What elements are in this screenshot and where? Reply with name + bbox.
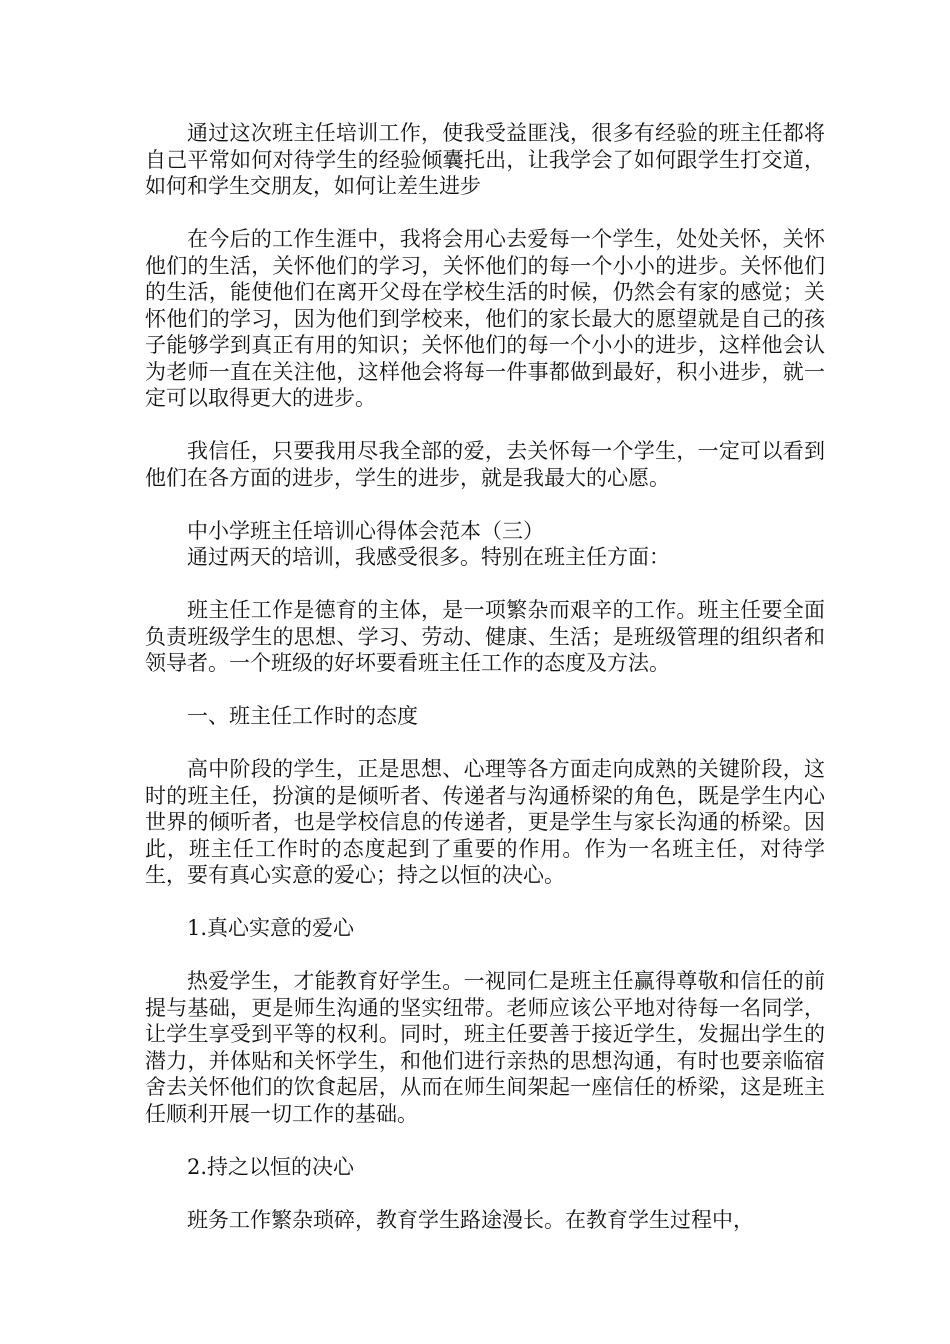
paragraph-intro: 通过两天的培训，我感受很多。特别在班主任方面： (187, 545, 670, 569)
paragraph-love-students: 热爱学生，才能教育好学生。一视同仁是班主任赢得尊敬和信任的前提与基础，更是师生沟通的坚实纽带。老师应该公平地对待每一名同学，让学生享受到平等的权利。同时，班主任要善于接近学生，发掘出学生的潜力，并体贴和关怀学生，和他们进行亲热的思想沟通，有时也要亲临宿舍去关怀他们的饮食起居，从而在师生间架起一座信任的桥梁，这是班主任顺利开展一切工作的基础。 (145, 969, 825, 1126)
paragraph-belief: 我信任，只要我用尽我全部的爱，去关怀每一个学生，一定可以看到他们在各方面的进步，学生的进步，就是我最大的心愿。 (145, 439, 825, 490)
paragraph-training-benefit: 通过这次班主任培训工作，使我受益匪浅，很多有经验的班主任都将自己平常如何对待学生的经验倾囊托出，让我学会了如何跟学生打交道，如何和学生交朋友，如何让差生进步 (145, 121, 825, 198)
section-title: 中小学班主任培训心得体会范本（三） (187, 518, 544, 543)
heading-perseverance: 2.持之以恒的决心 (187, 1154, 355, 1179)
heading-attitude: 一、班主任工作时的态度 (187, 704, 418, 728)
document-body (145, 120, 825, 1233)
heading-sincere-love: 1.真心实意的爱心 (187, 916, 355, 940)
paragraph-work-nature: 班主任工作是德育的主体，是一项繁杂而艰辛的工作。班主任要全面负责班级学生的思想、学习、劳动、健康、生活；是班级管理的组织者和领导者。一个班级的好坏要看班主任工作的态度及方法。 (145, 598, 825, 675)
paragraph-future-care: 在今后的工作生涯中，我将会用心去爱每一个学生，处处关怀，关怀他们的生活，关怀他们的学习，关怀他们的每一个小小的进步。关怀他们的生活，能使他们在离开父母在学校生活的时候，仍然会有家的感觉；关怀他们的学习，因为他们到学校来，他们的家长最大的愿望就是自己的孩子能够学到真正有用的知识；关怀他们的每一个小小的进步，这样他会认为老师一直在关注他，这样他会将每一件事都做到最好，积小进步，就一定可以取得更大的进步。 (145, 227, 825, 410)
paragraph-high-school-students: 高中阶段的学生，正是思想、心理等各方面走向成熟的关键阶段，这时的班主任，扮演的是倾听者、传递者与沟通桥梁的角色，既是学生内心世界的倾听者，也是学校信息的传递者，更是学生与家长沟通的桥梁。因此，班主任工作时的态度起到了重要的作用。作为一名班主任，对待学生，要有真心实意的爱心；持之以恒的决心。 (145, 757, 825, 887)
paragraph-class-affairs: 班务工作繁杂琐碎，教育学生路途漫长。在教育学生过程中， (187, 1207, 754, 1232)
